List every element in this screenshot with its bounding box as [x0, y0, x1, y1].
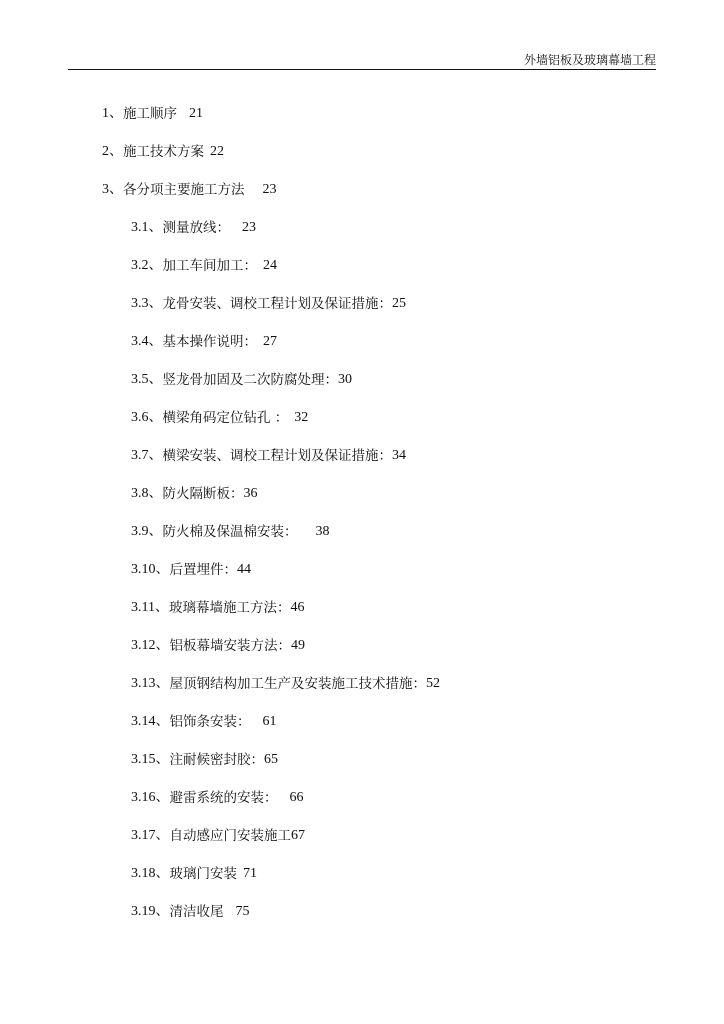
- toc-item: [0, 598, 724, 636]
- toc-item-page: 27: [263, 334, 277, 349]
- toc-item-page: 65: [264, 752, 278, 767]
- toc-item-title: 屋顶钢结构加工生产及安装施工技术措施：: [169, 676, 426, 692]
- toc-item-page: 38: [315, 524, 330, 539]
- toc-item-page: 61: [262, 714, 277, 729]
- toc-item-number: 3.4、: [131, 334, 163, 349]
- toc-item-page: 32: [294, 410, 309, 425]
- toc-item-title: 龙骨安装、调校工程计划及保证措施：: [162, 296, 392, 312]
- toc-item-page: 23: [262, 182, 277, 197]
- toc-item: [0, 712, 724, 750]
- toc-item: [0, 674, 724, 712]
- toc-item-title: 加工车间加工：: [162, 258, 257, 274]
- toc-item-title: 避雷系统的安装：: [169, 790, 278, 806]
- toc-item-page: 36: [243, 486, 258, 501]
- toc-item-title: 横梁安装、调校工程计划及保证措施：: [162, 448, 392, 464]
- toc-item-page: 71: [243, 866, 257, 881]
- toc-item-number: 3.11、: [131, 600, 169, 615]
- table-of-contents: [0, 104, 724, 940]
- toc-item-number: 3.2、: [131, 258, 163, 273]
- toc-item-number: 3.5、: [131, 372, 163, 387]
- toc-item-title: 防火棉及保温棉安装：: [162, 524, 298, 540]
- toc-item: [0, 484, 724, 522]
- toc-item-title: 玻璃门安装: [169, 866, 237, 882]
- toc-item-title: 防火隔断板：: [162, 486, 244, 502]
- toc-item-page: 21: [189, 106, 203, 121]
- toc-item-page: 49: [291, 638, 305, 653]
- toc-item-number: 2、: [102, 144, 123, 159]
- toc-item-number: 3.18、: [131, 866, 170, 881]
- toc-item-page: 25: [392, 296, 406, 311]
- toc-item-title: 各分项主要施工方法: [123, 182, 245, 198]
- toc-item-number: 3.15、: [131, 752, 170, 767]
- toc-item-title: 竖龙骨加固及二次防腐处理：: [162, 372, 338, 388]
- toc-item: [0, 560, 724, 598]
- toc-item: [0, 826, 724, 864]
- toc-item-number: 3.1、: [131, 220, 163, 235]
- toc-item-number: 3.17、: [131, 828, 170, 843]
- toc-item-page: 23: [242, 220, 256, 235]
- toc-item: [0, 256, 724, 294]
- toc-item-number: 1、: [102, 106, 123, 121]
- toc-item-number: 3.14、: [131, 714, 170, 729]
- toc-item-number: 3.12、: [131, 638, 170, 653]
- toc-item-title: 自动感应门安装施工: [169, 828, 291, 844]
- toc-item-title: 铝饰条安装：: [169, 714, 251, 730]
- toc-item-title: 施工顺序: [123, 106, 177, 122]
- toc-item: [0, 446, 724, 484]
- toc-item: [0, 636, 724, 674]
- header-title: 外墙铝板及玻璃幕墙工程: [523, 53, 656, 67]
- toc-item: [0, 408, 724, 446]
- toc-item-title: 测量放线：: [162, 220, 230, 236]
- toc-item: [0, 370, 724, 408]
- toc-item-page: 30: [338, 372, 352, 387]
- toc-item-title: 基本操作说明：: [162, 334, 257, 350]
- toc-item-page: 24: [263, 258, 277, 273]
- toc-item-title: 铝板幕墙安装方法：: [169, 638, 291, 654]
- toc-item-number: 3.8、: [131, 486, 163, 501]
- toc-item: [0, 180, 724, 218]
- toc-item-page: 34: [392, 448, 406, 463]
- toc-item-page: 44: [237, 562, 251, 577]
- toc-item: [0, 788, 724, 826]
- toc-item: [0, 294, 724, 332]
- toc-item-page: 75: [235, 904, 250, 919]
- toc-item-title: 玻璃幕墙施工方法：: [168, 600, 291, 616]
- toc-item: [0, 522, 724, 560]
- toc-item: [0, 142, 724, 180]
- toc-item: [0, 332, 724, 370]
- toc-item-number: 3.13、: [131, 676, 170, 691]
- toc-item-page: 52: [426, 676, 440, 691]
- toc-item-number: 3.16、: [131, 790, 170, 805]
- toc-item-number: 3.7、: [131, 448, 163, 463]
- toc-item-title: 清洁收尾: [169, 904, 224, 920]
- toc-item: [0, 218, 724, 256]
- toc-item-title: 后置埋件：: [169, 562, 237, 578]
- toc-item-number: 3.19、: [131, 904, 170, 919]
- toc-item-title: 横梁角码定位钻孔 ：: [162, 410, 289, 426]
- toc-item-page: 67: [291, 828, 305, 843]
- toc-item-number: 3.9、: [131, 524, 163, 539]
- toc-item-page: 66: [289, 790, 304, 805]
- toc-item-number: 3.10、: [131, 562, 170, 577]
- toc-item-number: 3.3、: [131, 296, 163, 311]
- toc-item: [0, 750, 724, 788]
- toc-item: [0, 864, 724, 902]
- header-rule: [68, 69, 656, 70]
- toc-item: [0, 902, 724, 940]
- toc-item-number: 3.6、: [131, 410, 163, 425]
- toc-item-page: 46: [290, 600, 305, 615]
- toc-item-title: 施工技术方案: [123, 144, 204, 160]
- toc-item-number: 3、: [102, 182, 123, 197]
- toc-item-title: 注耐候密封胶：: [169, 752, 264, 768]
- toc-item: [0, 104, 724, 142]
- toc-item-page: 22: [210, 144, 224, 159]
